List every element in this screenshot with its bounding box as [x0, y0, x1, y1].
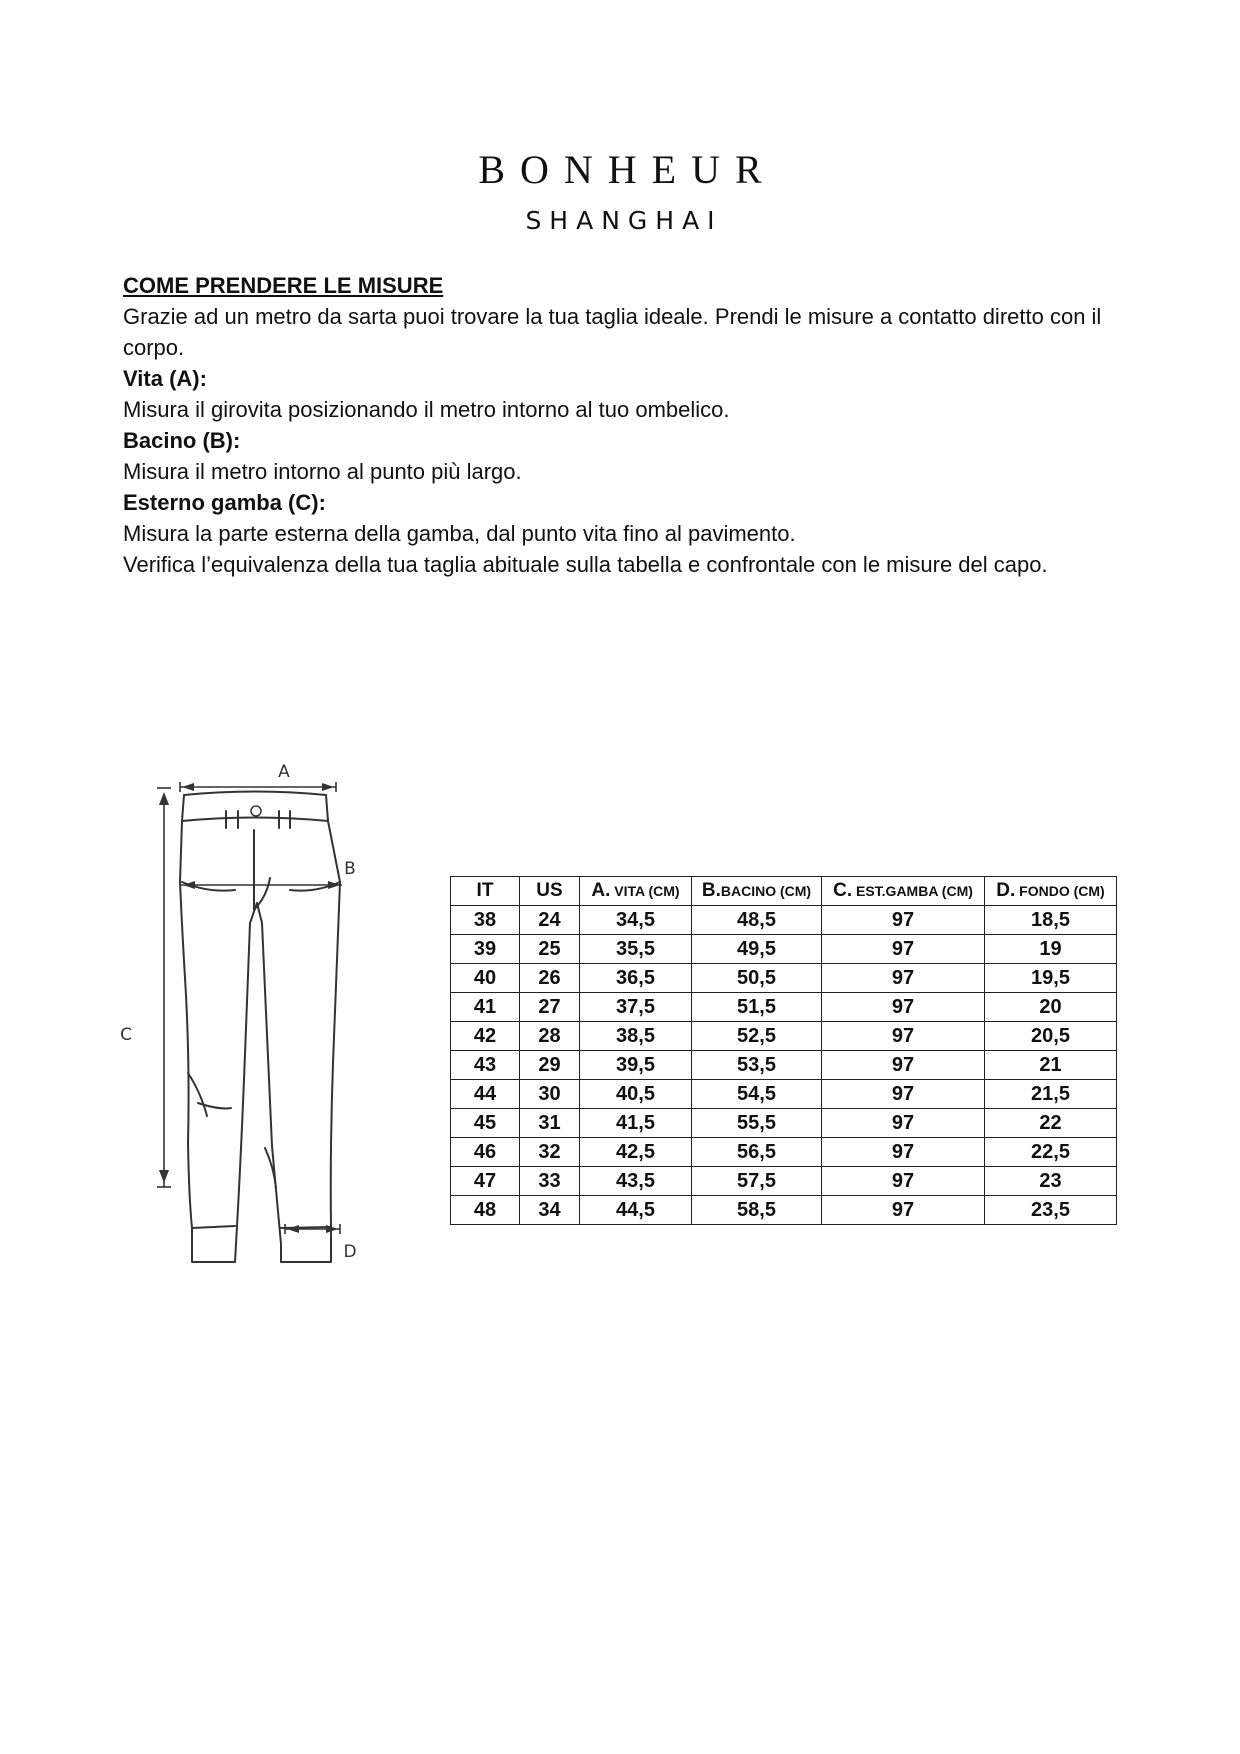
cell-hip: 49,5 — [692, 935, 822, 964]
cell-waist: 38,5 — [580, 1022, 692, 1051]
cell-us: 34 — [520, 1196, 580, 1225]
size-chart-table — [450, 876, 1117, 1225]
size-rows — [451, 906, 1117, 1225]
outer-leg-heading: Esterno gamba (C): — [123, 490, 326, 515]
cell-hem: 19 — [985, 935, 1117, 964]
header-hem: D. FONDO (CM) — [985, 877, 1117, 906]
cell-outer-leg: 97 — [822, 1080, 985, 1109]
cell-us: 29 — [520, 1051, 580, 1080]
cell-waist: 34,5 — [580, 906, 692, 935]
cell-hem: 20,5 — [985, 1022, 1117, 1051]
size-note: Verifica l’equivalenza della tua taglia abituale sulla tabella e confrontale con le misure del capo. — [123, 552, 1048, 577]
outer-leg-text: Misura la parte esterna della gamba, dal punto vita fino al pavimento. — [123, 521, 796, 546]
cell-us: 24 — [520, 906, 580, 935]
belt-loops — [226, 811, 290, 828]
cell-it: 40 — [451, 964, 520, 993]
cell-hem: 19,5 — [985, 964, 1117, 993]
cell-hem: 20 — [985, 993, 1117, 1022]
fly-stitch — [254, 830, 270, 910]
cell-hip: 57,5 — [692, 1167, 822, 1196]
cell-us: 31 — [520, 1109, 580, 1138]
cell-us: 33 — [520, 1167, 580, 1196]
cell-outer-leg: 97 — [822, 964, 985, 993]
table-row — [451, 993, 1117, 1022]
table-row — [451, 1109, 1117, 1138]
cell-waist: 39,5 — [580, 1051, 692, 1080]
cell-waist: 35,5 — [580, 935, 692, 964]
cell-waist: 44,5 — [580, 1196, 692, 1225]
cell-us: 27 — [520, 993, 580, 1022]
pockets — [182, 882, 340, 891]
instructions-title: COME PRENDERE LE MISURE — [123, 273, 444, 298]
header-hip: B.BACINO (CM) — [692, 877, 822, 906]
button-icon — [251, 806, 261, 816]
waist-text: Misura il girovita posizionando il metro intorno al tuo ombelico. — [123, 397, 730, 422]
arrow-c-bottom-icon — [159, 1170, 169, 1183]
cell-waist: 42,5 — [580, 1138, 692, 1167]
brand-city: SHANGHAI — [525, 206, 723, 235]
header-us: US — [520, 877, 580, 906]
cell-waist: 40,5 — [580, 1080, 692, 1109]
cell-outer-leg: 97 — [822, 1109, 985, 1138]
table-row — [451, 906, 1117, 935]
cell-hip: 53,5 — [692, 1051, 822, 1080]
cell-it: 47 — [451, 1167, 520, 1196]
cell-hip: 56,5 — [692, 1138, 822, 1167]
cell-waist: 41,5 — [580, 1109, 692, 1138]
cell-hip: 58,5 — [692, 1196, 822, 1225]
cell-us: 25 — [520, 935, 580, 964]
cell-it: 42 — [451, 1022, 520, 1051]
cell-us: 28 — [520, 1022, 580, 1051]
table-header-row — [451, 877, 1117, 906]
label-c: C — [120, 1025, 132, 1045]
cell-outer-leg: 97 — [822, 1022, 985, 1051]
cell-it: 38 — [451, 906, 520, 935]
cell-us: 32 — [520, 1138, 580, 1167]
cell-us: 30 — [520, 1080, 580, 1109]
cell-hem: 22 — [985, 1109, 1117, 1138]
cell-hem: 22,5 — [985, 1138, 1117, 1167]
cell-it: 45 — [451, 1109, 520, 1138]
cell-it: 41 — [451, 993, 520, 1022]
cell-outer-leg: 97 — [822, 1051, 985, 1080]
cell-hip: 51,5 — [692, 993, 822, 1022]
knee-creases — [188, 1073, 231, 1116]
header-waist: A. VITA (CM) — [580, 877, 692, 906]
hip-heading: Bacino (B): — [123, 428, 241, 453]
cell-hem: 18,5 — [985, 906, 1117, 935]
cell-hip: 54,5 — [692, 1080, 822, 1109]
hems — [192, 1226, 331, 1228]
cell-outer-leg: 97 — [822, 1167, 985, 1196]
table-row — [451, 1022, 1117, 1051]
cell-hip: 50,5 — [692, 964, 822, 993]
trousers-outline — [180, 821, 340, 1262]
arrow-c-top-icon — [159, 792, 169, 805]
brand-name: BONHEUR — [478, 147, 777, 192]
table-row — [451, 964, 1117, 993]
cell-us: 26 — [520, 964, 580, 993]
cell-outer-leg: 97 — [822, 1196, 985, 1225]
cell-hem: 21,5 — [985, 1080, 1117, 1109]
instructions — [123, 270, 1133, 580]
cell-hip: 48,5 — [692, 906, 822, 935]
cell-outer-leg: 97 — [822, 935, 985, 964]
table-row — [451, 1051, 1117, 1080]
header-it: IT — [451, 877, 520, 906]
cell-hem: 23 — [985, 1167, 1117, 1196]
table-row — [451, 935, 1117, 964]
hip-text: Misura il metro intorno al punto più largo. — [123, 459, 522, 484]
cell-hem: 23,5 — [985, 1196, 1117, 1225]
cell-hem: 21 — [985, 1051, 1117, 1080]
cell-waist: 43,5 — [580, 1167, 692, 1196]
cell-waist: 36,5 — [580, 964, 692, 993]
instructions-text: Grazie ad un metro da sarta puoi trovare la tua taglia ideale. Prendi le misure a contatto diretto con il corpo. — [123, 304, 1102, 360]
trousers-measurement-diagram — [110, 748, 410, 1328]
cell-hip: 55,5 — [692, 1109, 822, 1138]
label-b: B — [344, 859, 356, 879]
cell-it: 43 — [451, 1051, 520, 1080]
table-row — [451, 1196, 1117, 1225]
header-outer-leg: C. EST.GAMBA (CM) — [822, 877, 985, 906]
table-row — [451, 1138, 1117, 1167]
cell-outer-leg: 97 — [822, 1138, 985, 1167]
cell-waist: 37,5 — [580, 993, 692, 1022]
table-row — [451, 1080, 1117, 1109]
cell-outer-leg: 97 — [822, 906, 985, 935]
cell-outer-leg: 97 — [822, 993, 985, 1022]
waist-heading: Vita (A): — [123, 366, 207, 391]
cell-it: 46 — [451, 1138, 520, 1167]
label-d: D — [343, 1242, 357, 1262]
cell-it: 48 — [451, 1196, 520, 1225]
cell-hip: 52,5 — [692, 1022, 822, 1051]
table-row — [451, 1167, 1117, 1196]
cell-it: 39 — [451, 935, 520, 964]
label-a: A — [278, 762, 290, 782]
cell-it: 44 — [451, 1080, 520, 1109]
